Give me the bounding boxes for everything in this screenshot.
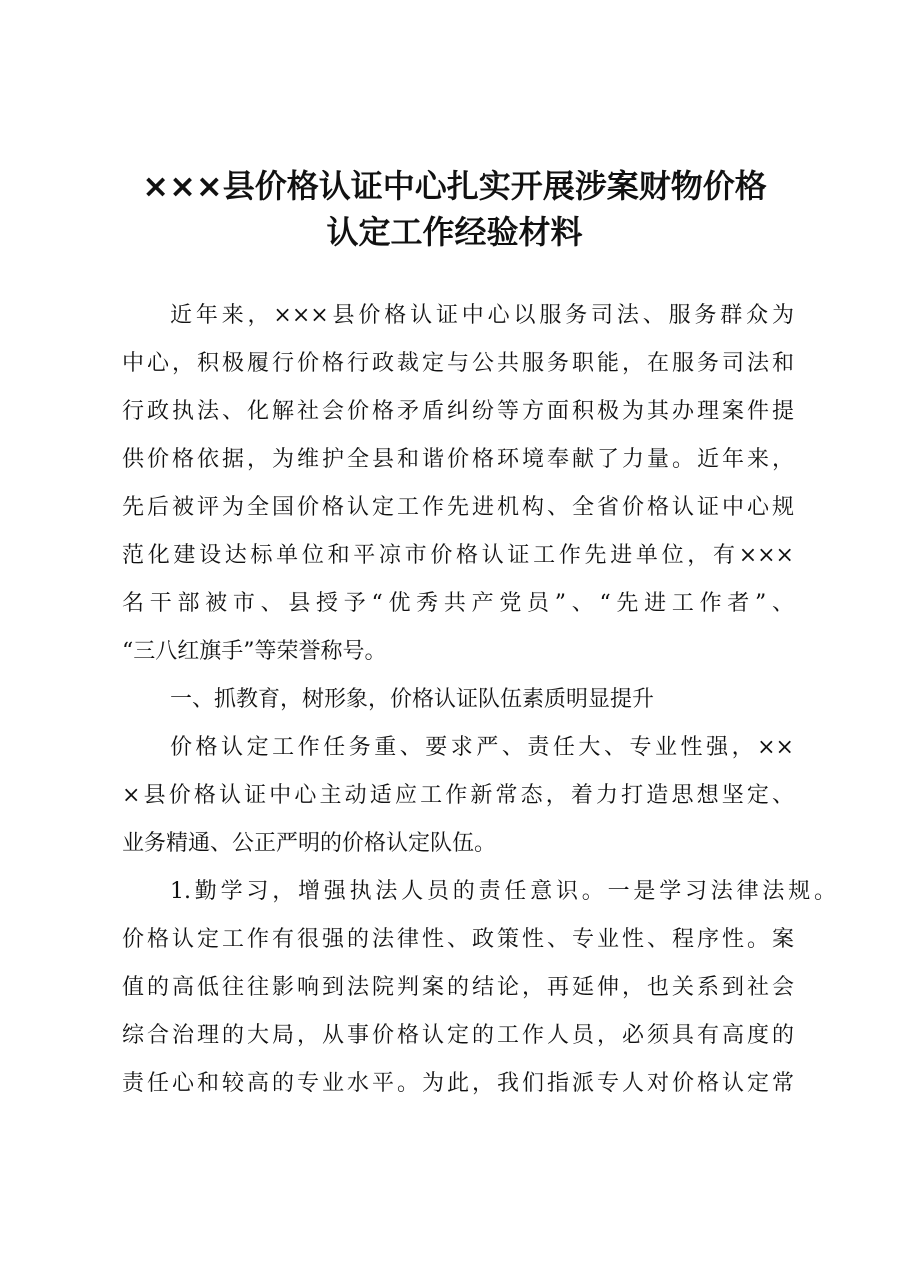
document-title-line-2: 认定工作经验材料	[326, 213, 583, 251]
paragraph-1-line-8: “三八红旗手”等荣誉称号。	[122, 639, 387, 664]
paragraph-1-line-3: 行政执法、化解社会价格矛盾纠纷等方面积极为其办理案件提	[122, 399, 794, 424]
paragraph-1-line-1: 近年来，×××县价格认证中心以服务司法、服务群众为	[170, 303, 794, 328]
paragraph-1-line-6: 范化建设达标单位和平凉市价格认证工作先进单位，有×××	[122, 543, 794, 568]
paragraph-2-line-3: 业务精通、公正严明的价格认定队伍。	[122, 831, 497, 856]
paragraph-1-line-5: 先后被评为全国价格认定工作先进机构、全省价格认证中心规	[122, 495, 794, 520]
paragraph-3-line-1: 1.勤学习，增强执法人员的责任意识。一是学习法律法规。	[170, 879, 836, 904]
paragraph-2-line-1: 价格认定工作任务重、要求严、责任大、专业性强，××	[170, 735, 794, 760]
paragraph-1-line-7: 名干部被市、县授予“优秀共产党员”、“先进工作者”、	[122, 591, 794, 616]
paragraph-1-line-4: 供价格依据，为维护全县和谐价格环境奉献了力量。近年来，	[122, 447, 794, 472]
paragraph-2-line-2: ×县价格认证中心主动适应工作新常态，着力打造思想坚定、	[122, 783, 794, 808]
paragraph-3-line-4: 综合治理的大局，从事价格认定的工作人员，必须具有高度的	[122, 1023, 794, 1048]
paragraph-3-line-3: 值的高低往往影响到法院判案的结论，再延伸，也关系到社会	[122, 975, 794, 1000]
section-heading-1: 一、抓教育，树形象，价格认证队伍素质明显提升	[170, 687, 655, 712]
paragraph-3-line-5: 责任心和较高的专业水平。为此，我们指派专人对价格认定常	[122, 1071, 794, 1096]
document-title-line-1: ×××县价格认证中心扎实开展涉案财物价格	[142, 167, 767, 205]
paragraph-1-line-2: 中心，积极履行价格行政裁定与公共服务职能，在服务司法和	[122, 351, 794, 376]
paragraph-3-line-2: 价格认定工作有很强的法律性、政策性、专业性、程序性。案	[122, 927, 794, 952]
